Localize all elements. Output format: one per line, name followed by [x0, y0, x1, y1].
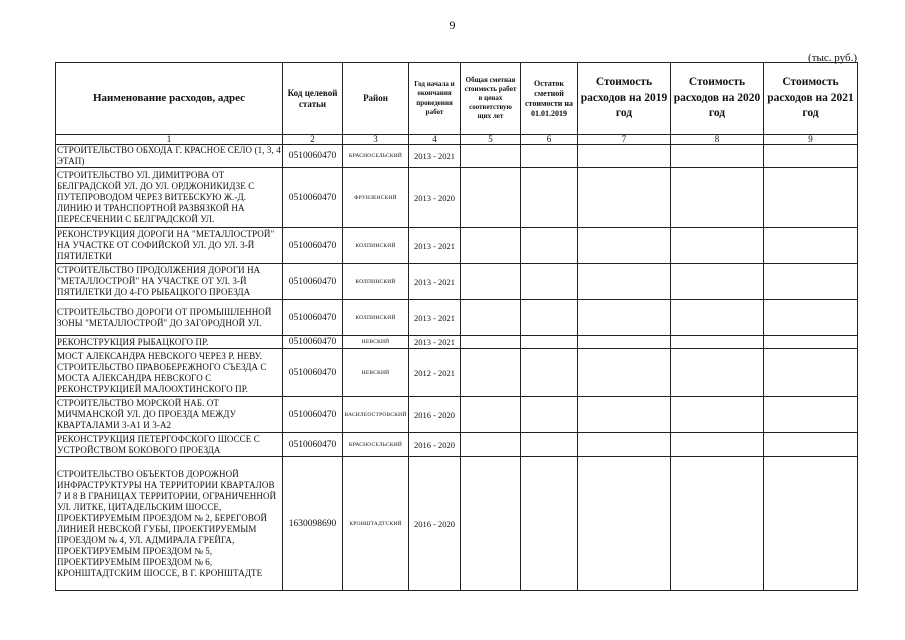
district: КРОНШТАДТСКИЙ	[343, 457, 409, 591]
cost-2021-cell	[764, 264, 858, 300]
total-cost-cell	[461, 336, 521, 349]
header-cost-2019: Стоимость расходов на 2019 год	[578, 63, 671, 135]
work-period: 2013 - 2021	[409, 300, 461, 336]
target-code: 0510060470	[283, 300, 343, 336]
target-code: 0510060470	[283, 228, 343, 264]
total-cost-cell	[461, 457, 521, 591]
total-cost-cell	[461, 397, 521, 433]
column-number: 1	[56, 135, 283, 145]
expense-name: РЕКОНСТРУКЦИЯ ДОРОГИ НА "МЕТАЛЛОСТРОЙ" НА УЧАСТКЕ ОТ СОФИЙСКОЙ УЛ. ДО УЛ. 3-Й ПЯТИЛЕТКИ	[56, 228, 283, 264]
district: ФРУНЗЕНСКИЙ	[343, 168, 409, 228]
target-code: 1630098690	[283, 457, 343, 591]
cost-2019-cell	[578, 397, 671, 433]
column-number: 4	[409, 135, 461, 145]
column-number: 7	[578, 135, 671, 145]
header-remaining: Остаток сметной стоимости на 01.01.2019	[521, 63, 578, 135]
cost-2021-cell	[764, 300, 858, 336]
cost-2020-cell	[671, 228, 764, 264]
table-row	[56, 168, 858, 228]
column-number: 6	[521, 135, 578, 145]
total-cost-cell	[461, 349, 521, 397]
cost-2021-cell	[764, 336, 858, 349]
table-row	[56, 433, 858, 457]
target-code: 0510060470	[283, 145, 343, 168]
target-code: 0510060470	[283, 168, 343, 228]
cost-2019-cell	[578, 264, 671, 300]
table-row	[56, 397, 858, 433]
expense-name: МОСТ АЛЕКСАНДРА НЕВСКОГО ЧЕРЕЗ Р. НЕВУ. СТРОИТЕЛЬСТВО ПРАВОБЕРЕЖНОГО СЪЕЗДА С МОСТА АЛЕКСАНДРА НЕВСКОГО С РЕКОНСТРУКЦИЕЙ МАЛООХТИНСКОГО ПР.	[56, 349, 283, 397]
work-period: 2012 - 2021	[409, 349, 461, 397]
cost-2021-cell	[764, 349, 858, 397]
work-period: 2013 - 2021	[409, 228, 461, 264]
expense-name: СТРОИТЕЛЬСТВО УЛ. ДИМИТРОВА ОТ БЕЛГРАДСКОЙ УЛ. ДО УЛ. ОРДЖОНИКИДЗЕ С ПУТЕПРОВОДОМ ЧЕРЕЗ ВИТЕБСКУЮ Ж.-Д. ЛИНИЮ И ТРАНСПОРТНОЙ РАЗВЯЗКОЙ НА ПЕРЕСЕЧЕНИИ С БЕЛГРАДСКОЙ УЛ.	[56, 168, 283, 228]
district: НЕВСКИЙ	[343, 336, 409, 349]
remaining-cell	[521, 228, 578, 264]
work-period: 2013 - 2021	[409, 145, 461, 168]
expense-name: РЕКОНСТРУКЦИЯ РЫБАЦКОГО ПР.	[56, 336, 283, 349]
cost-2019-cell	[578, 145, 671, 168]
remaining-cell	[521, 457, 578, 591]
total-cost-cell	[461, 264, 521, 300]
target-code: 0510060470	[283, 349, 343, 397]
expense-name: РЕКОНСТРУКЦИЯ ПЕТЕРГОФСКОГО ШОССЕ С УСТРОЙСТВОМ БОКОВОГО ПРОЕЗДА	[56, 433, 283, 457]
district: КРАСНОСЕЛЬСКИЙ	[343, 145, 409, 168]
expense-name: СТРОИТЕЛЬСТВО ОБЪЕКТОВ ДОРОЖНОЙ ИНФРАСТРУКТУРЫ НА ТЕРРИТОРИИ КВАРТАЛОВ 7 И 8 В ГРАНИЦАХ ТЕРРИТОРИИ, ОГРАНИЧЕННОЙ УЛ. ЛИТКЕ, ЦИТАДЕЛЬСКИМ ШОССЕ, ПРОЕКТИРУЕМЫМ ПРОЕЗДОМ № 2, БЕРЕГОВОЙ ЛИНИЕЙ НЕВСКОЙ ГУБЫ, ПРОЕКТИРУЕМЫМ ПРОЕЗДОМ № 4, УЛ. АДМИРАЛА ГРЕЙГА, ПРОЕКТИРУЕМЫМ ПРОЕЗДОМ № 5, ПРОЕКТИРУЕМЫМ ПРОЕЗДОМ № 6, КРОНШТАДТСКИМ ШОССЕ, В Г. КРОНШТАДТЕ	[56, 457, 283, 591]
cost-2019-cell	[578, 300, 671, 336]
district: НЕВСКИЙ	[343, 349, 409, 397]
work-period: 2013 - 2020	[409, 168, 461, 228]
column-number: 5	[461, 135, 521, 145]
cost-2021-cell	[764, 145, 858, 168]
cost-2021-cell	[764, 457, 858, 591]
cost-2020-cell	[671, 300, 764, 336]
work-period: 2013 - 2021	[409, 336, 461, 349]
header-period: Год начала и окончания проведения работ	[409, 63, 461, 135]
remaining-cell	[521, 264, 578, 300]
table-row	[56, 300, 858, 336]
cost-2019-cell	[578, 349, 671, 397]
cost-2019-cell	[578, 433, 671, 457]
table-row	[56, 457, 858, 591]
cost-2019-cell	[578, 457, 671, 591]
remaining-cell	[521, 433, 578, 457]
remaining-cell	[521, 349, 578, 397]
header-cost-2020: Стоимость расходов на 2020 год	[671, 63, 764, 135]
cost-2021-cell	[764, 228, 858, 264]
expense-name: СТРОИТЕЛЬСТВО ДОРОГИ ОТ ПРОМЫШЛЕННОЙ ЗОНЫ "МЕТАЛЛОСТРОЙ" ДО ЗАГОРОДНОЙ УЛ.	[56, 300, 283, 336]
table-row	[56, 336, 858, 349]
header-total-cost: Общая сметная стоимость работ в ценах соответствую щих лет	[461, 63, 521, 135]
column-number: 2	[283, 135, 343, 145]
expense-name: СТРОИТЕЛЬСТВО МОРСКОЙ НАБ. ОТ МИЧМАНСКОЙ УЛ. ДО ПРОЕЗДА МЕЖДУ КВАРТАЛАМИ 3-А1 И 3-А2	[56, 397, 283, 433]
remaining-cell	[521, 145, 578, 168]
cost-2021-cell	[764, 397, 858, 433]
cost-2019-cell	[578, 168, 671, 228]
cost-2020-cell	[671, 397, 764, 433]
total-cost-cell	[461, 145, 521, 168]
district: КОЛПИНСКИЙ	[343, 228, 409, 264]
district: КОЛПИНСКИЙ	[343, 264, 409, 300]
header-cost-2021: Стоимость расходов на 2021 год	[764, 63, 858, 135]
district: ВАСИЛЕОСТРОВСКИЙ	[343, 397, 409, 433]
column-number: 8	[671, 135, 764, 145]
cost-2020-cell	[671, 349, 764, 397]
total-cost-cell	[461, 168, 521, 228]
cost-2020-cell	[671, 457, 764, 591]
target-code: 0510060470	[283, 433, 343, 457]
cost-2020-cell	[671, 168, 764, 228]
remaining-cell	[521, 336, 578, 349]
table-row	[56, 228, 858, 264]
cost-2019-cell	[578, 336, 671, 349]
target-code: 0510060470	[283, 336, 343, 349]
total-cost-cell	[461, 300, 521, 336]
work-period: 2016 - 2020	[409, 457, 461, 591]
work-period: 2016 - 2020	[409, 433, 461, 457]
total-cost-cell	[461, 433, 521, 457]
target-code: 0510060470	[283, 264, 343, 300]
header-code: Код целевой статьи	[283, 63, 343, 135]
district: КРАСНОСЕЛЬСКИЙ	[343, 433, 409, 457]
cost-2021-cell	[764, 168, 858, 228]
column-number: 3	[343, 135, 409, 145]
expense-name: СТРОИТЕЛЬСТВО ОБХОДА Г. КРАСНОЕ СЕЛО (1, 3, 4 ЭТАП)	[57, 145, 281, 166]
work-period: 2016 - 2020	[409, 397, 461, 433]
expenses-table	[55, 62, 858, 591]
cost-2020-cell	[671, 145, 764, 168]
remaining-cell	[521, 300, 578, 336]
work-period: 2013 - 2021	[409, 264, 461, 300]
header-name: Наименование расходов, адрес	[56, 63, 283, 135]
expense-name: СТРОИТЕЛЬСТВО ПРОДОЛЖЕНИЯ ДОРОГИ НА "МЕТАЛЛОСТРОЙ" НА УЧАСТКЕ ОТ УЛ. 3-Й ПЯТИЛЕТКИ ДО 4-ГО РЫБАЦКОГО ПРОЕЗДА	[56, 264, 283, 300]
district: КОЛПИНСКИЙ	[343, 300, 409, 336]
table-row	[56, 145, 858, 168]
cost-2020-cell	[671, 433, 764, 457]
target-code: 0510060470	[283, 397, 343, 433]
table-row	[56, 264, 858, 300]
header-district: Район	[343, 63, 409, 135]
cost-2021-cell	[764, 433, 858, 457]
remaining-cell	[521, 168, 578, 228]
cost-2020-cell	[671, 336, 764, 349]
cost-2020-cell	[671, 264, 764, 300]
total-cost-cell	[461, 228, 521, 264]
page-number: 9	[449, 18, 456, 32]
units-label: (тыс. руб.)	[808, 52, 857, 64]
table-row	[56, 349, 858, 397]
cost-2019-cell	[578, 228, 671, 264]
column-number: 9	[764, 135, 858, 145]
remaining-cell	[521, 397, 578, 433]
